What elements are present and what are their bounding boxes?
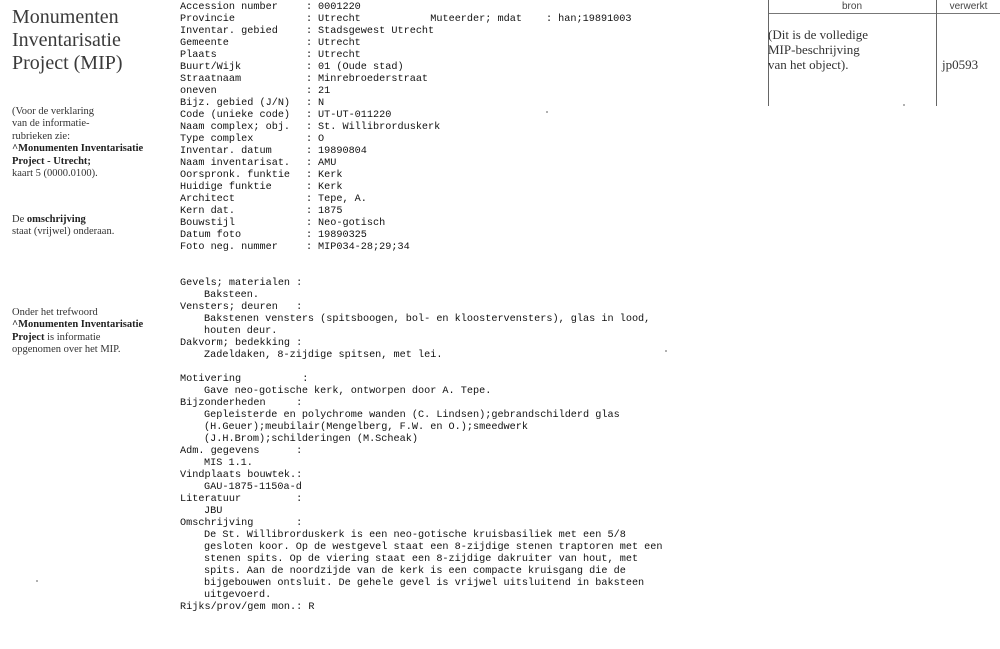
description-text: spits. Aan de noordzijde van de kerk is een compacte kruisgang die de <box>204 566 626 577</box>
description-text: houten deur. <box>204 326 278 337</box>
mutator-value: : han;19891003 <box>545 14 632 25</box>
description-text: (H.Geuer);meubilair(Mengelberg, F.W. en O.);smeedwerk <box>204 422 529 433</box>
field-separator: : <box>306 134 313 145</box>
field-separator: : <box>306 242 313 253</box>
field-label: Kern dat. <box>180 206 236 217</box>
sidebar-note-description <box>12 214 172 239</box>
field-row <box>180 50 440 62</box>
field-separator: : <box>306 122 313 133</box>
field-row <box>180 170 440 182</box>
bron-line: van het object). <box>768 57 849 72</box>
field-separator: : <box>306 110 313 121</box>
field-separator: : <box>306 182 313 193</box>
field-separator: : <box>306 194 313 205</box>
description-heading: Adm. gegevens : <box>180 446 303 457</box>
field-separator: : <box>306 62 313 73</box>
field-row <box>180 14 440 26</box>
description-text: MIS 1.1. <box>204 458 253 469</box>
field-value: 19890325 <box>318 230 367 241</box>
field-separator: : <box>306 38 313 49</box>
field-label: oneven <box>180 86 217 97</box>
sidebar-title <box>12 6 172 75</box>
title-line: Project (MIP) <box>12 52 123 74</box>
bron-cell <box>768 27 936 72</box>
description-text: bijgebouwen ontsluit. De gehele gevel is vrijwel uitsluitend in baksteen <box>204 578 645 589</box>
bron-line: (Dit is de volledige <box>768 27 869 42</box>
field-value: 0001220 <box>318 2 361 13</box>
field-separator: : <box>306 14 313 25</box>
field-separator: : <box>306 230 313 241</box>
note-line: staat (vrijwel) onderaan. <box>12 226 115 238</box>
description-text: uitgevoerd. <box>204 590 272 601</box>
note-link[interactable]: Project <box>12 331 45 343</box>
field-row <box>180 98 440 110</box>
description-text: Gave neo-gotische kerk, ontworpen door A. Tepe. <box>204 386 492 397</box>
field-value: 01 (Oude stad) <box>318 62 404 73</box>
note-link[interactable]: ^Monumenten Inventarisatie <box>12 319 144 331</box>
note-line: rubrieken zie: <box>12 130 71 142</box>
mutator-info <box>418 2 632 26</box>
field-label: Accession number <box>180 2 278 13</box>
field-label: Plaats <box>180 50 217 61</box>
field-label: Inventar. gebied <box>180 26 278 37</box>
field-label: Huidige funktie <box>180 182 272 193</box>
field-row <box>180 242 440 254</box>
field-separator: : <box>306 74 313 85</box>
description-text: gesloten koor. Op de westgevel staat een 8-zijdige stenen traptoren met een <box>204 542 663 553</box>
field-value: Tepe, A. <box>318 194 367 205</box>
description-heading <box>180 362 663 374</box>
title-line: Monumenten <box>12 6 119 28</box>
field-row <box>180 146 440 158</box>
description-text: stenen spits. Op de viering staat een 8-zijdige dakruiter van hout, met <box>204 554 639 565</box>
field-label: Naam complex; obj. <box>180 122 291 133</box>
description-heading: Vensters; deuren : <box>180 302 303 313</box>
field-separator: : <box>306 98 313 109</box>
mutator-label: Muteerder; mdat <box>430 14 522 25</box>
field-label: Straatnaam <box>180 74 242 85</box>
source-table <box>768 0 1000 106</box>
field-value: 1875 <box>318 206 343 217</box>
field-separator: : <box>306 86 313 97</box>
description-text: Gepleisterde en polychrome wanden (C. Lindsen);gebrandschilderd glas <box>204 410 620 421</box>
field-label: Architect <box>180 194 236 205</box>
field-value: MIP034-28;29;34 <box>318 242 410 253</box>
field-row <box>180 158 440 170</box>
field-row <box>180 230 440 242</box>
field-value: Stadsgewest Utrecht <box>318 26 435 37</box>
scan-speck <box>903 104 905 106</box>
field-separator: : <box>306 2 313 13</box>
field-row <box>180 110 440 122</box>
field-value: Kerk <box>318 182 343 193</box>
field-row <box>180 134 440 146</box>
field-value: O <box>318 134 325 145</box>
description-text: Zadeldaken, 8-zijdige spitsen, met lei. <box>204 350 443 361</box>
field-label: Bijz. gebied (J/N) <box>180 98 291 109</box>
field-label: Naam inventarisat. <box>180 158 291 169</box>
field-value: 21 <box>318 86 331 97</box>
description-heading: Bijzonderheden : <box>180 398 303 409</box>
field-row <box>180 62 440 74</box>
field-row <box>180 182 440 194</box>
note-line: opgenomen over het MIP. <box>12 344 121 356</box>
note-line: Onder het trefwoord <box>12 307 98 318</box>
description-text: Baksteen. <box>204 290 260 301</box>
title-line: Inventarisatie <box>12 29 121 51</box>
field-row <box>180 194 440 206</box>
note-line: kaart 5 (0000.0100). <box>12 168 98 180</box>
field-row <box>180 38 440 50</box>
field-value: Minrebroederstraat <box>318 74 429 85</box>
description-text: GAU-1875-1150a-d <box>204 482 302 493</box>
description-text: JBU <box>204 506 223 517</box>
field-label: Bouwstijl <box>180 218 236 229</box>
field-value: Utrecht <box>318 50 361 61</box>
description-text: (J.H.Brom);schilderingen (M.Scheak) <box>204 434 418 445</box>
field-label: Foto neg. nummer <box>180 242 278 253</box>
note-line: (Voor de verklaring <box>12 106 95 117</box>
field-separator: : <box>306 218 313 229</box>
field-label: Provincie <box>180 14 236 25</box>
field-label: Type complex <box>180 134 254 145</box>
description-heading: Literatuur : <box>180 494 303 505</box>
description-text: De St. Willibrorduskerk is een neo-gotische kruisbasiliek met een 5/8 <box>204 530 626 541</box>
field-value: Utrecht <box>318 14 361 25</box>
field-separator: : <box>306 50 313 61</box>
description-heading: Motivering : <box>180 374 309 385</box>
field-separator: : <box>306 26 313 37</box>
field-value: Neo-gotisch <box>318 218 386 229</box>
field-label: Oorspronk. funktie <box>180 170 291 181</box>
field-row <box>180 74 440 86</box>
description-heading: Gevels; materialen : <box>180 278 303 289</box>
field-label: Buurt/Wijk <box>180 62 242 73</box>
field-value: N <box>318 98 325 109</box>
record-description <box>180 278 663 614</box>
field-row <box>180 206 440 218</box>
field-label: Code (unieke code) <box>180 110 291 121</box>
field-row <box>180 122 440 134</box>
field-row <box>180 218 440 230</box>
field-separator: : <box>306 158 313 169</box>
note-text: De <box>12 214 25 225</box>
sidebar-note-keyword <box>12 307 172 357</box>
sidebar-note-legend <box>12 106 172 180</box>
bron-header: bron <box>768 0 936 14</box>
description-heading: Dakvorm; bedekking : <box>180 338 303 349</box>
field-separator: : <box>306 146 313 157</box>
field-value: St. Willibrorduskerk <box>318 122 441 133</box>
table-divider <box>936 0 937 106</box>
note-text: is informatie <box>47 331 101 343</box>
field-value: UT-UT-011220 <box>318 110 392 121</box>
field-separator: : <box>306 206 313 217</box>
scan-speck <box>665 350 667 352</box>
description-heading: Rijks/prov/gem mon.: R <box>180 602 315 613</box>
field-separator: : <box>306 170 313 181</box>
scan-speck <box>546 111 548 113</box>
scan-speck <box>36 580 38 582</box>
note-link[interactable]: ^Monumenten Inventarisatie <box>12 143 144 155</box>
field-row <box>180 86 440 98</box>
description-heading: Omschrijving : <box>180 518 303 529</box>
field-label: Inventar. datum <box>180 146 272 157</box>
note-bold: omschrijving <box>26 214 86 225</box>
field-label: Gemeente <box>180 38 229 49</box>
record-fields <box>180 2 440 254</box>
field-label: Datum foto <box>180 230 242 241</box>
note-link[interactable]: Project - Utrecht; <box>12 155 91 167</box>
field-value: 19890804 <box>318 146 367 157</box>
note-line: van de informatie- <box>12 118 90 130</box>
description-text: Bakstenen vensters (spitsboogen, bol- en kloostervensters), glas in lood, <box>204 314 651 325</box>
verwerkt-cell: jp0593 <box>942 57 979 72</box>
bron-line: MIP-beschrijving <box>768 42 860 57</box>
field-row <box>180 26 440 38</box>
field-value: AMU <box>318 158 337 169</box>
field-value: Kerk <box>318 170 343 181</box>
description-heading: Vindplaats bouwtek.: <box>180 470 303 481</box>
field-row <box>180 2 440 14</box>
field-value: Utrecht <box>318 38 361 49</box>
verwerkt-header: verwerkt <box>937 0 1000 14</box>
